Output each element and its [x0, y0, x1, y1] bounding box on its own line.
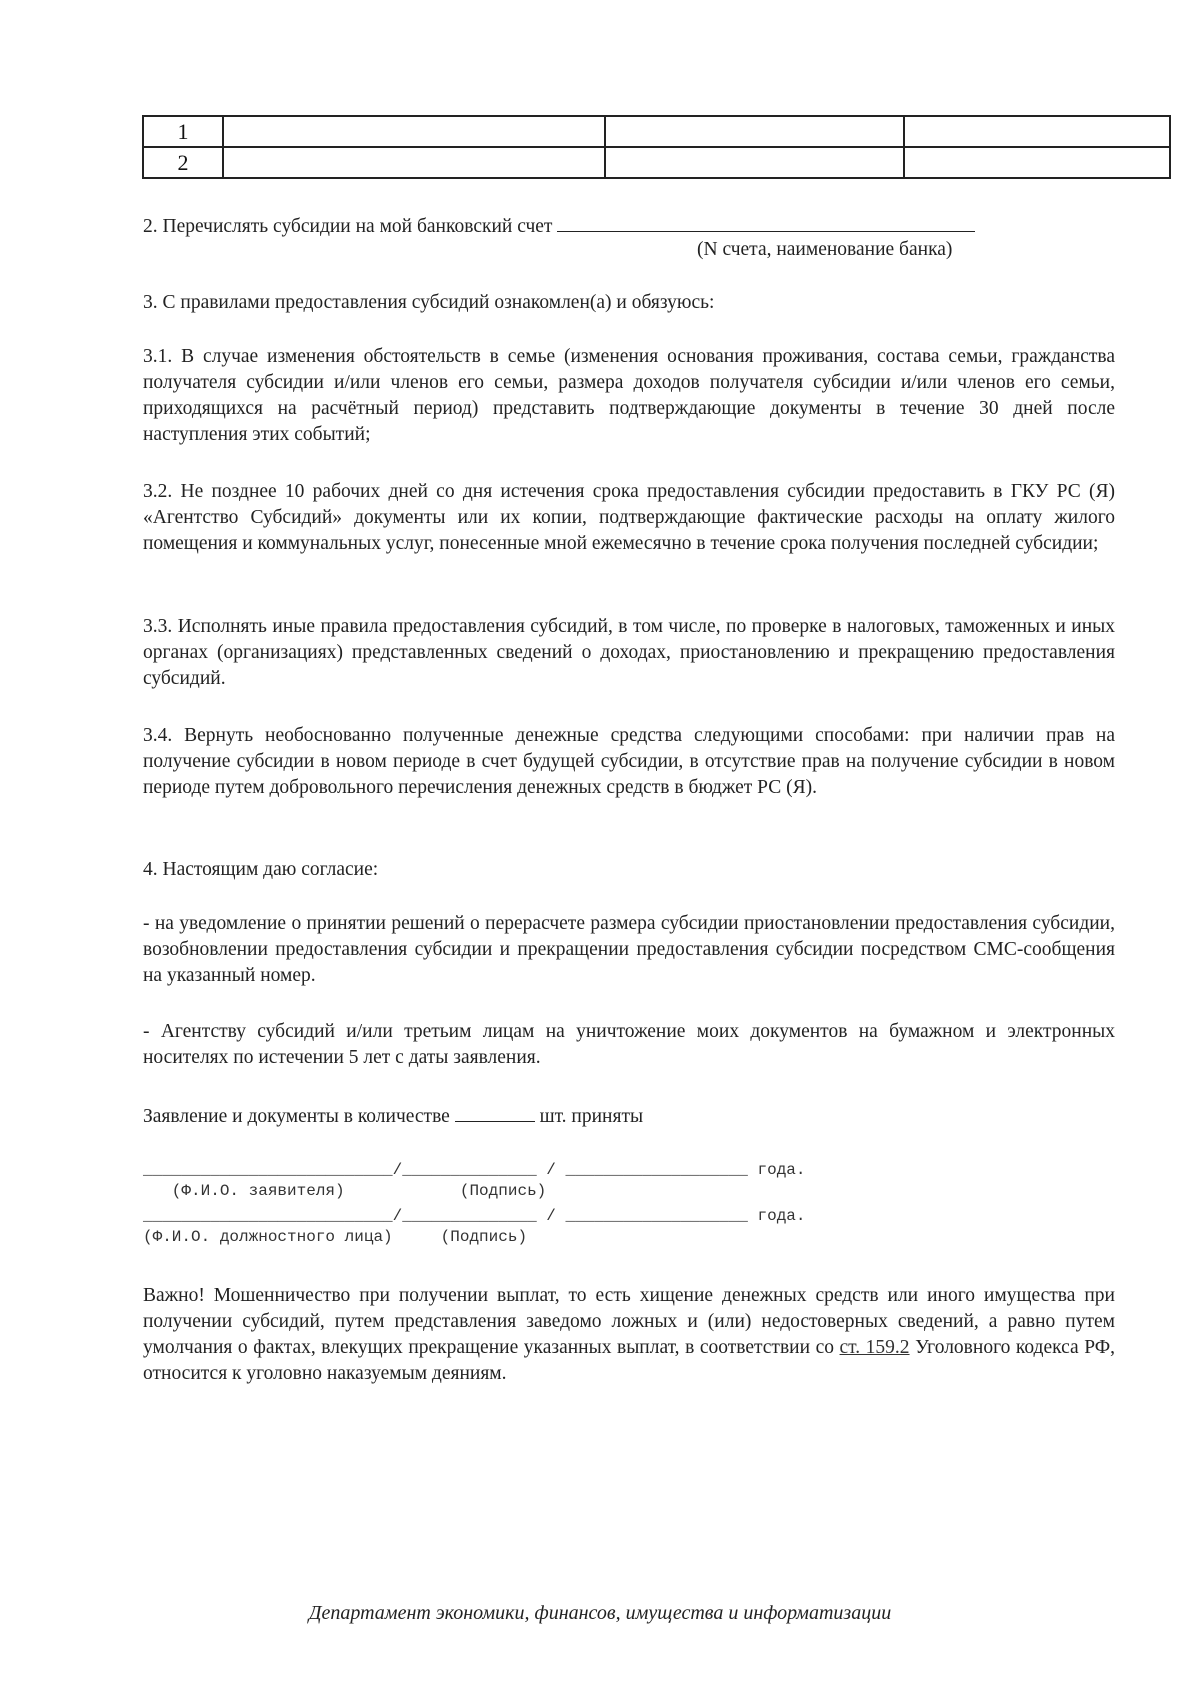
quantity-blank	[455, 1101, 535, 1122]
fraud-warning	[143, 1283, 1115, 1387]
paragraph-3-3: 3.3. Исполнять иные правила предоставления субсидий, в том числе, по проверке в налоговых, таможенных и иных органах (организациях) представленных сведений о доходах, приостановлению и прекращению предоставления субсидий.	[143, 616, 1115, 689]
section4-heading: 4. Настоящим даю согласие:	[143, 859, 379, 880]
signature-caption-applicant: (Ф.И.О. заявителя) (Подпись)	[143, 1182, 547, 1200]
table-cell	[223, 116, 605, 147]
acceptance-suffix: шт. приняты	[539, 1106, 644, 1127]
bank-account-label: 2. Перечислять субсидии на мой банковский счет	[143, 216, 553, 237]
warning-text-after: Уголовного кодекса РФ, относится к уголовно наказуемым деяниям.	[143, 1337, 1115, 1384]
table-row	[143, 116, 1170, 147]
section3-heading: 3. С правилами предоставления субсидий ознакомлен(а) и обязуюсь:	[143, 292, 715, 313]
paragraph-3-4: 3.4. Вернуть необоснованно полученные денежные средства следующими способами: при наличии прав на получение субсидии в новом периоде в счет будущей субсидии, в отсутствие прав на получение субсидии в новом периоде путем добровольного перечисления денежных средств в бюджет РС (Я).	[143, 725, 1115, 798]
footer-department: Департамент экономики, финансов, имущества и информатизации	[308, 1602, 892, 1624]
acceptance-label: Заявление и документы в количестве	[143, 1106, 450, 1127]
data-table	[142, 115, 1171, 179]
consent-item-2: - Агентству субсидий и/или третьим лицам на уничтожение моих документов на бумажном и электронных носителях по истечении 5 лет с даты заявления.	[143, 1021, 1115, 1068]
table-cell	[904, 147, 1170, 178]
table-cell	[223, 147, 605, 178]
bank-account-caption: (N счета, наименование банка)	[697, 239, 953, 260]
signature-caption-official: (Ф.И.О. должностного лица) (Подпись)	[143, 1228, 528, 1246]
paragraph-3-2: 3.2. Не позднее 10 рабочих дней со дня истечения срока предоставления субсидии предоставить в ГКУ РС (Я) «Агентство Субсидий» документы или их копии, подтверждающие фактические расходы на оплату жилого помещения и коммунальных услуг, понесенные мной ежемесячно в течение срока получения последней субсидии;	[143, 481, 1115, 554]
signature-line-official: __________________________/______________ / ___________________ года.	[143, 1207, 806, 1225]
acceptance-line	[143, 1101, 643, 1130]
row-number: 2	[143, 147, 223, 178]
bank-account-line	[143, 211, 975, 240]
table-row	[143, 147, 1170, 178]
paragraph-3-1: 3.1. В случае изменения обстоятельств в семье (изменения основания проживания, состава семьи, гражданства получателя субсидии и/или членов его семьи, размера доходов получателя субсидии и/или членов его семьи, приходящихся на расчётный период) представить подтверждающие документы в течение 30 дней после наступления этих событий;	[143, 346, 1115, 445]
table-cell	[605, 116, 904, 147]
signature-line-applicant: __________________________/______________ / ___________________ года.	[143, 1161, 806, 1179]
consent-item-1: - на уведомление о принятии решений о перерасчете размера субсидии приостановлении предоставления субсидии, возобновлении предоставления субсидии и прекращении предоставления субсидии посредством СМС-сообщения на указанный номер.	[143, 913, 1115, 986]
row-number: 1	[143, 116, 223, 147]
table-cell	[605, 147, 904, 178]
table-cell	[904, 116, 1170, 147]
bank-account-blank	[557, 211, 975, 232]
criminal-code-link[interactable]: ст. 159.2	[839, 1337, 910, 1358]
warning-text-before: Важно! Мошенничество при получении выплат, то есть хищение денежных средств или иного имущества при получении субсидий, путем представления заведомо ложных и (или) недостоверных сведений, а равно путем умолчания о фактах, влекущих прекращение указанных выплат, в соответствии со	[143, 1285, 1115, 1358]
